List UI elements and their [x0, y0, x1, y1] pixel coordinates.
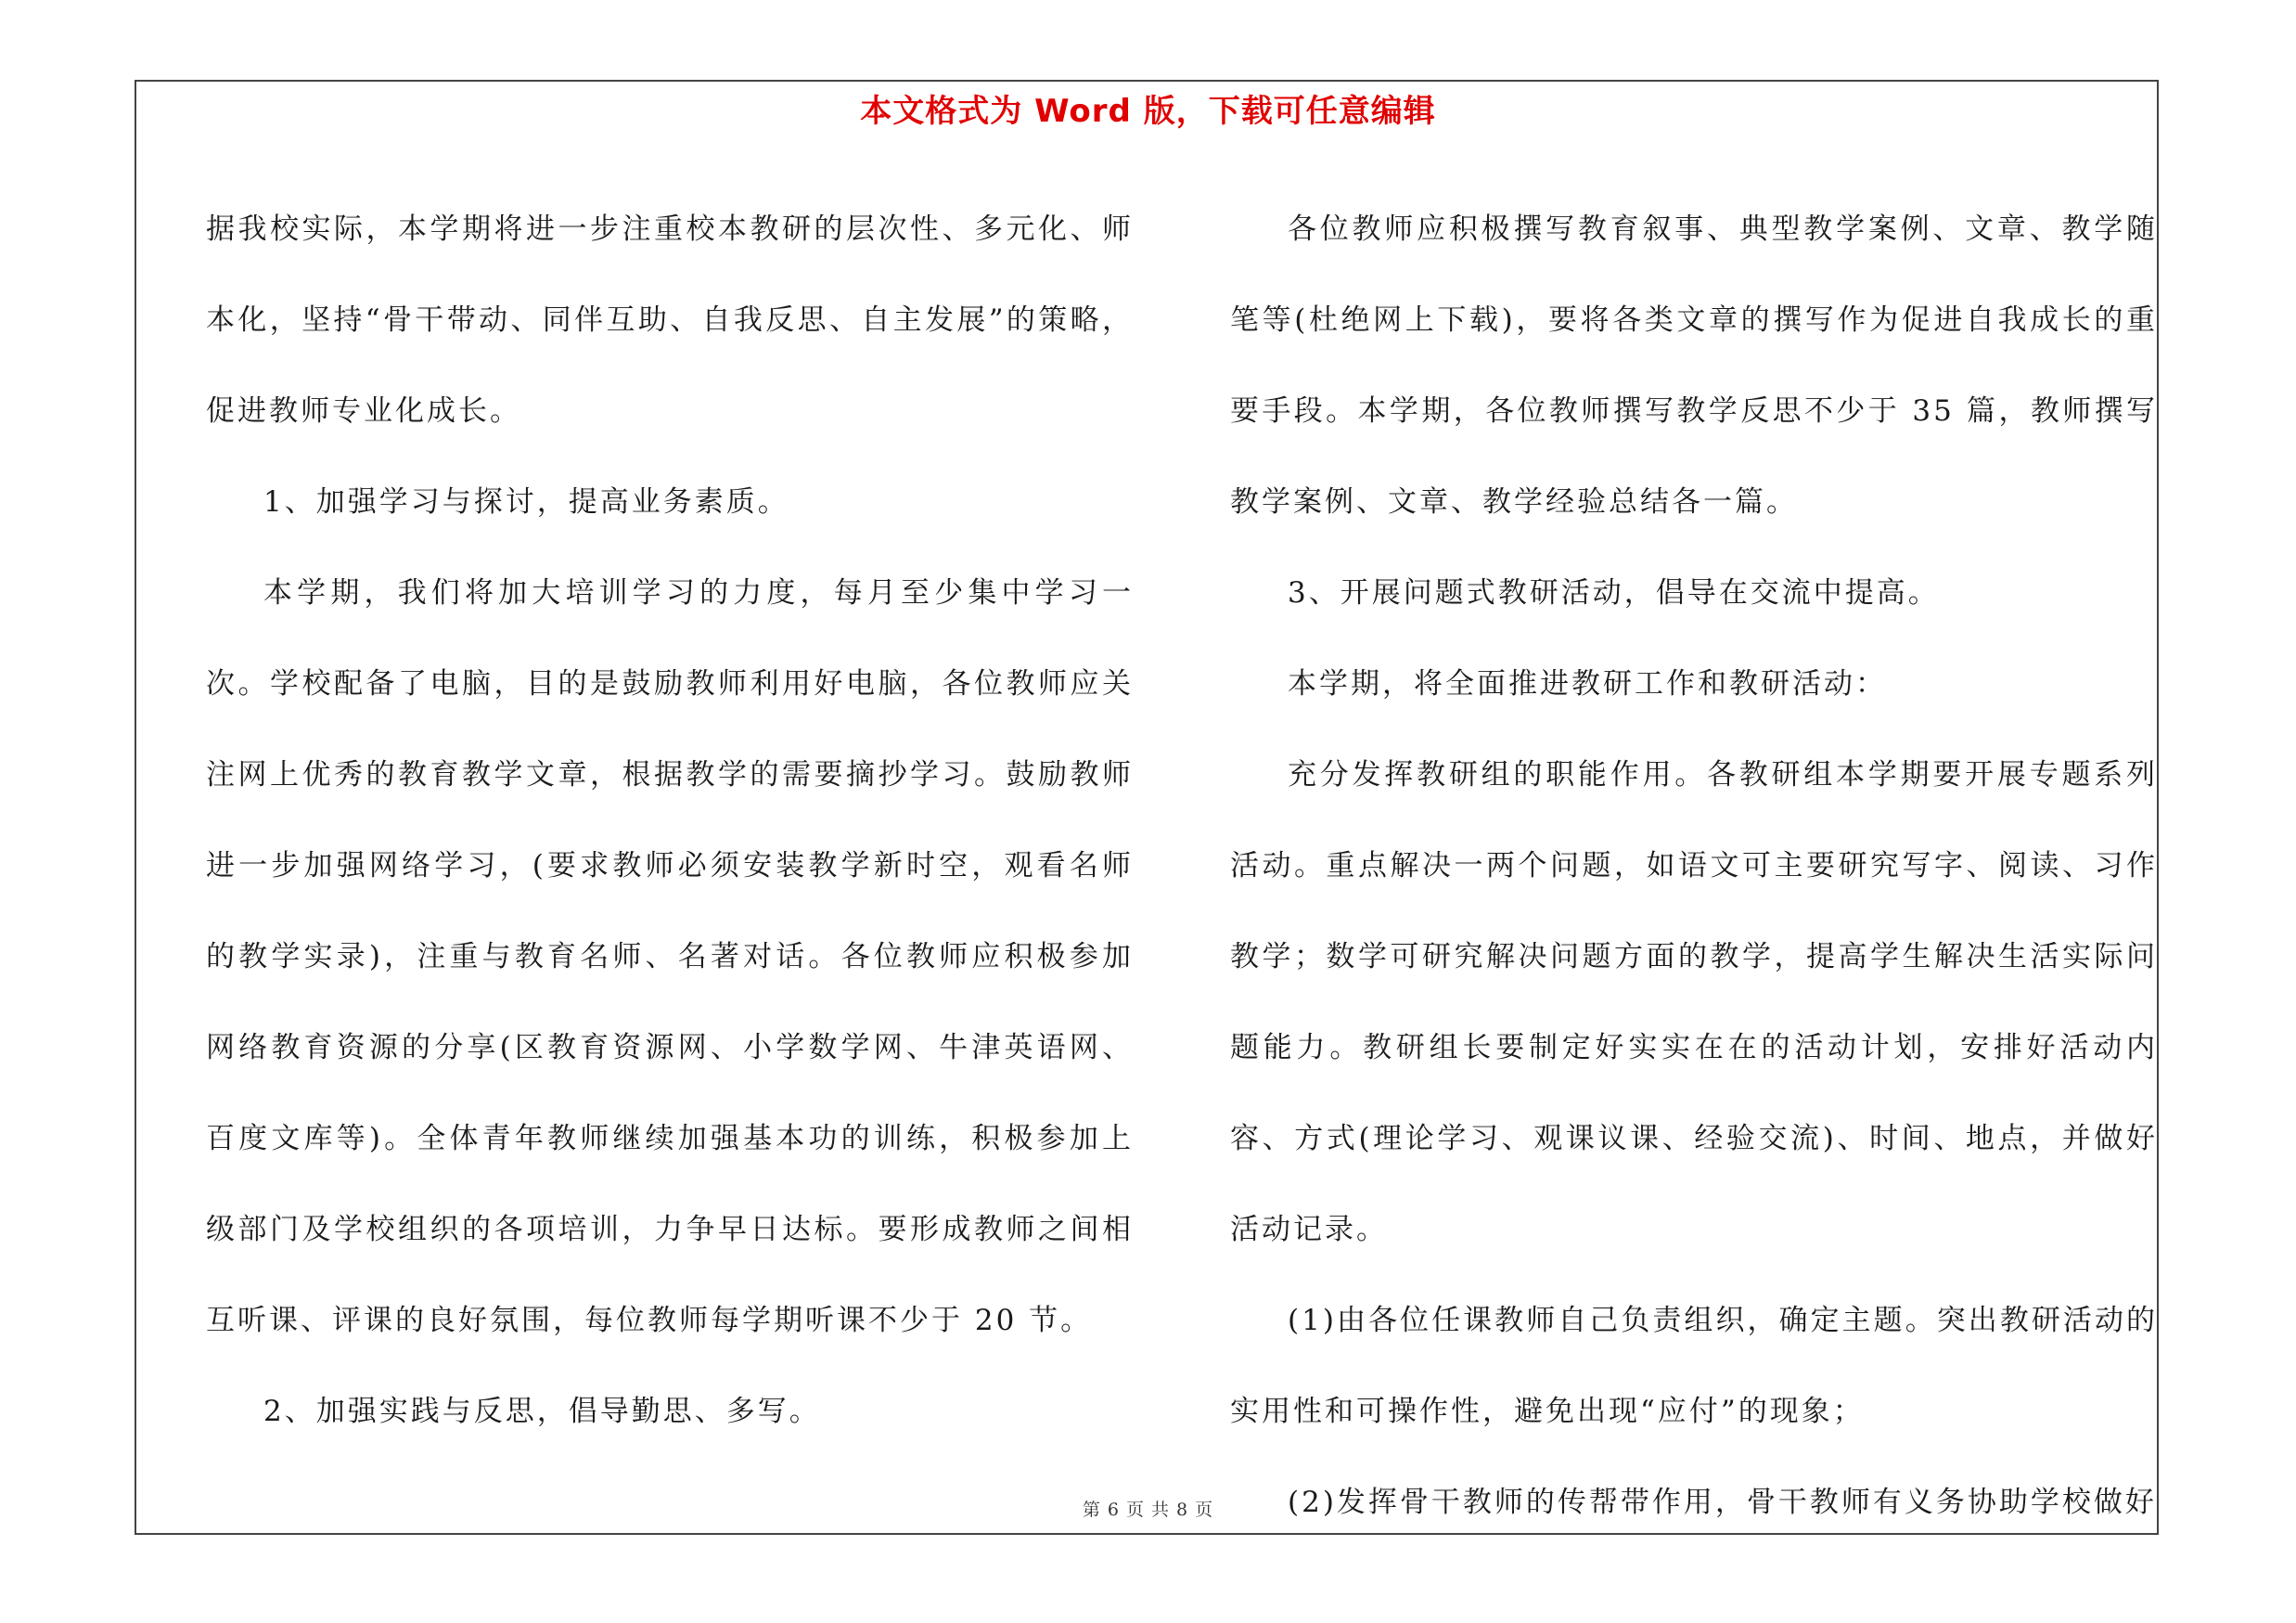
left-column	[206, 184, 1134, 1457]
paragraph: 本学期，我们将加大培训学习的力度，每月至少集中学习一次。学校配备了电脑，目的是鼓励教师利用好电脑，各位教师应关注网上优秀的教育教学文章，根据教学的需要摘抄学习。鼓励教师进一步加强网络学习，(要求教师必须安装教学新时空，观看名师的教学实录)，注重与教育名师、名著对话。各位教师应积极参加网络教育资源的分享(区教育资源网、小学数学网、牛津英语网、百度文库等)。全体青年教师继续加强基本功的训练，积极参加上级部门及学校组织的各项培训，力争早日达标。要形成教师之间相互听课、评课的良好氛围，每位教师每学期听课不少于 20 节。	[206, 576, 1134, 1337]
page-number-footer: 第 6 页 共 8 页	[1082, 1500, 1214, 1520]
paragraph: 1、加强学习与探讨，提高业务素质。	[263, 485, 789, 519]
paragraph: 3、开展问题式教研活动，倡导在交流中提高。	[1288, 576, 1940, 610]
right-column	[1230, 184, 2158, 1548]
paragraph: 本学期，将全面推进教研工作和教研活动：	[1288, 667, 1887, 701]
paragraph: 各位教师应积极撰写教育叙事、典型教学案例、文章、教学随笔等(杜绝网上下载)，要将各类文章的撰写作为促进自我成长的重要手段。本学期，各位教师撰写教学反思不少于 35 篇，教师撰写教学案例、文章、教学经验总结各一篇。	[1230, 213, 2158, 519]
paragraph: (2)发挥骨干教师的传帮带作用，骨干教师有义务协助学校做好	[1288, 1486, 2157, 1519]
paragraph: (1)由各位任课教师自己负责组织，确定主题。突出教研活动的实用性和可操作性，避免出现“应付”的现象；	[1230, 1304, 2158, 1428]
paragraph: 据我校实际，本学期将进一步注重校本教研的层次性、多元化、师本化，坚持“骨干带动、同伴互助、自我反思、自主发展”的策略，促进教师专业化成长。	[206, 213, 1134, 428]
paragraph: 充分发挥教研组的职能作用。各教研组本学期要开展专题系列活动。重点解决一两个问题，如语文可主要研究写字、阅读、习作教学；数学可研究解决问题方面的教学，提高学生解决生活实际问题能力。教研组长要制定好实实在在的活动计划，安排好活动内容、方式(理论学习、观课议课、经验交流)、时间、地点，并做好活动记录。	[1230, 758, 2158, 1246]
paragraph: 2、加强实践与反思，倡导勤思、多写。	[263, 1395, 821, 1428]
format-banner: 本文格式为 Word 版，下载可任意编辑	[860, 93, 1436, 130]
